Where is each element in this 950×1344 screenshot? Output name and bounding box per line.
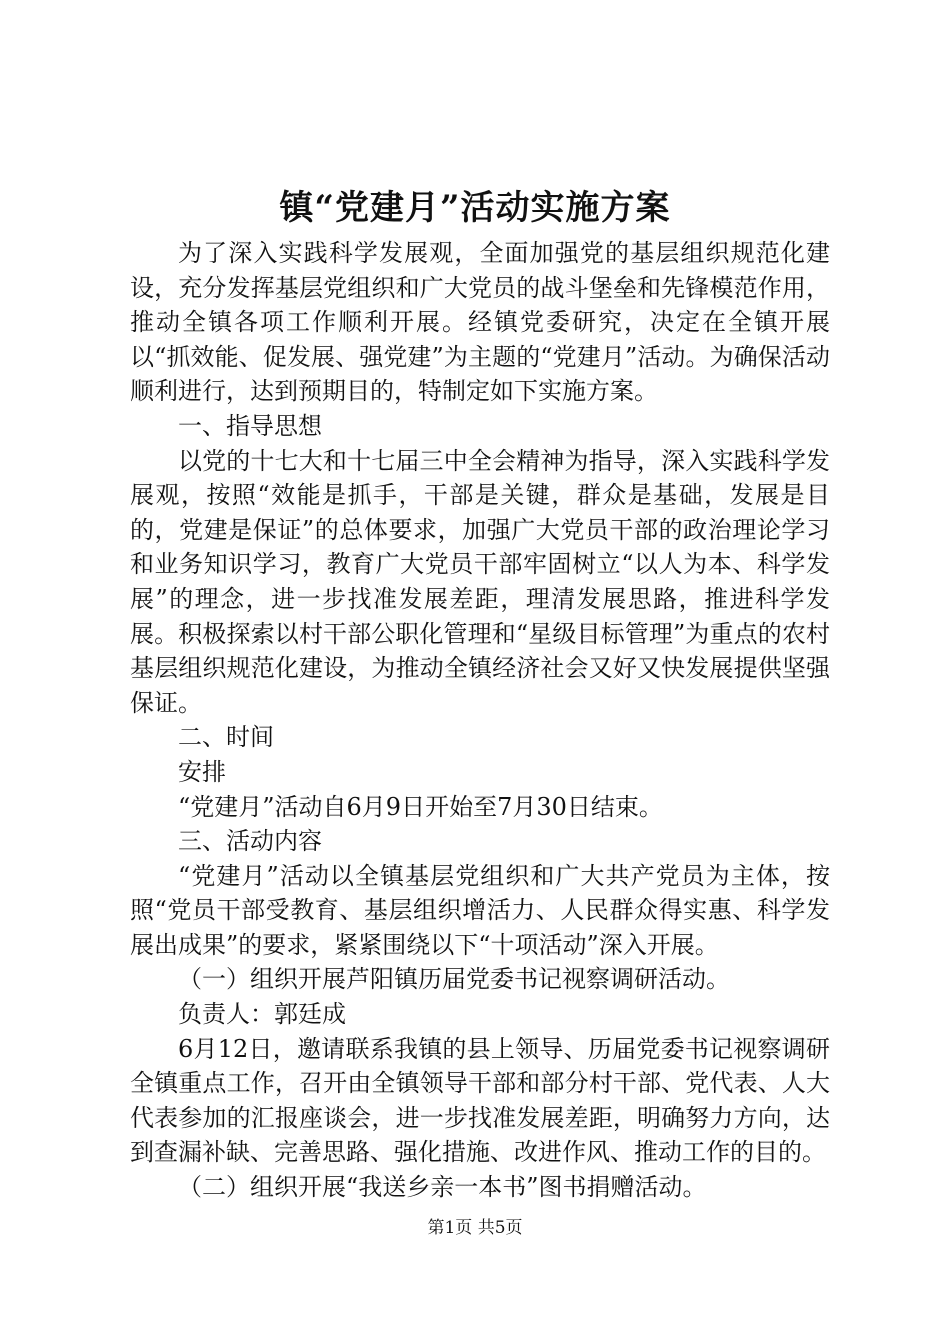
activity-1-paragraph: 6月12日，邀请联系我镇的县上领导、历届党委书记视察调研全镇重点工作，召开由全镇领导干部和部分村干部、党代表、人大代表参加的汇报座谈会，进一步找准发展差距，明确努力方向，达到查漏补缺、完善思路、强化措施、改进作风、推动工作的目的。 [130, 1034, 830, 1167]
section-heading-time: 二、时间 [178, 723, 274, 752]
page-number: 第1页 共5页 [427, 1218, 523, 1238]
document-title: 镇“党建月”活动实施方案 [279, 188, 671, 228]
guiding-ideology-paragraph: 以党的十七大和十七届三中全会精神为指导，深入实践科学发展观，按照“效能是抓手，干部是关键，群众是基础，发展是目的，党建是保证”的总体要求，加强广大党员干部的政治理论学习和业务知识学习，教育广大党员干部牢固树立“以人为本、科学发展”的理念，进一步找准发展差距，理清发展思路，推进科学发展。积极探索以村干部公职化管理和“星级目标管理”为重点的农村基层组织规范化建设，为推动全镇经济社会又好又快发展提供坚强保证。 [130, 446, 830, 717]
section-heading-activities: 三、活动内容 [178, 827, 322, 856]
intro-paragraph: 为了深入实践科学发展观，全面加强党的基层组织规范化建设，充分发挥基层党组织和广大党员的战斗堡垒和先锋模范作用，推动全镇各项工作顺利开展。经镇党委研究，决定在全镇开展以“抓效能、促发展、强党建”为主题的“党建月”活动。为确保活动顺利进行，达到预期目的，特制定如下实施方案。 [130, 239, 830, 406]
document-body [130, 236, 830, 1205]
time-paragraph: “党建月”活动自6月9日开始至7月30日结束。 [178, 792, 663, 821]
section-heading-arrangement: 安排 [178, 757, 226, 786]
activity-2-heading: （二）组织开展“我送乡亲一本书”图书捐赠活动。 [178, 1173, 707, 1202]
activities-paragraph: “党建月”活动以全镇基层党组织和广大共产党员为主体，按照“党员干部受教育、基层组织增活力、人民群众得实惠、科学发展出成果”的要求，紧紧围绕以下“十项活动”深入开展。 [130, 861, 830, 959]
activity-1-owner: 负责人：郭廷成 [178, 1000, 346, 1029]
section-heading-guiding-ideology: 一、指导思想 [178, 411, 322, 440]
activity-1-heading: （一）组织开展芦阳镇历届党委书记视察调研活动。 [178, 965, 730, 994]
